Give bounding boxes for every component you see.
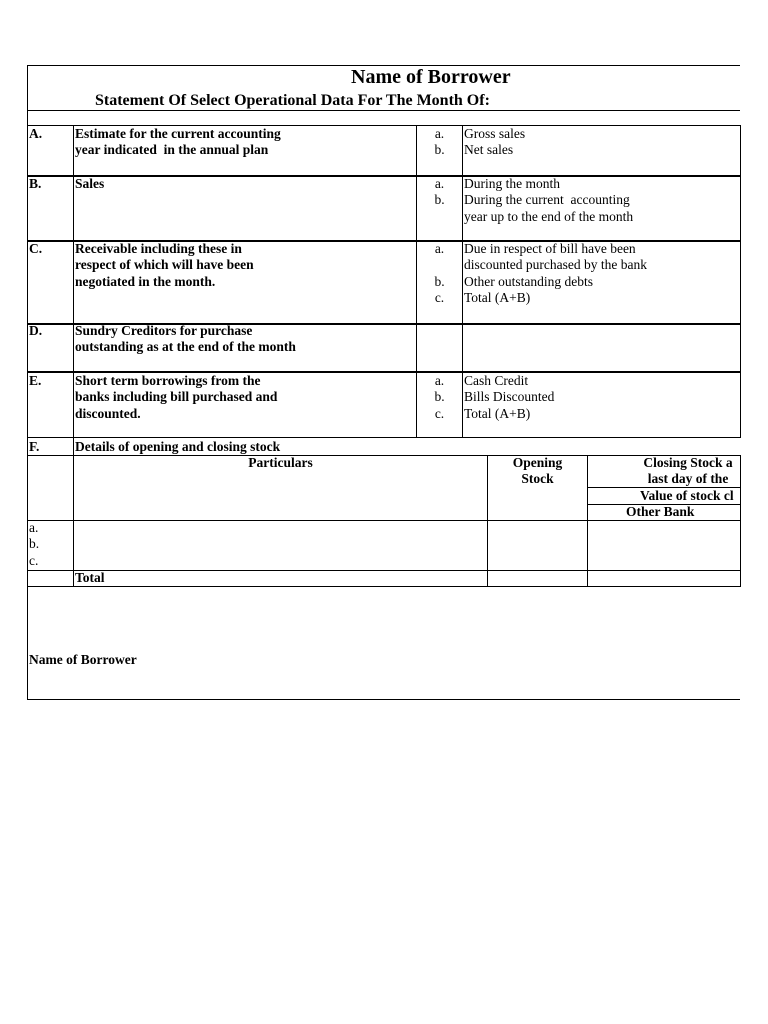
sections-right-border <box>740 125 741 438</box>
stock-col-value-clip <box>588 488 740 504</box>
stock-row-letters: a. b. c. <box>29 520 40 568</box>
section-b-sub-items: During the month During the current accounting year up to the end of the month <box>464 176 634 224</box>
section-c-sub-items: Due in respect of bill have been discounted purchased by the bank Other outstanding debts Total (A+B) <box>464 241 647 305</box>
section-e-code: E. <box>29 373 42 388</box>
stock-total-top-border <box>27 570 740 571</box>
page-title: Name of Borrower <box>351 66 511 88</box>
stock-total-label: Total <box>75 570 105 585</box>
section-e-bottom-border <box>27 437 740 438</box>
section-a-code: A. <box>29 126 43 141</box>
section-a-sub-items: Gross sales Net sales <box>464 126 526 158</box>
header-bottom-border <box>27 110 740 111</box>
section-b-description: Sales <box>75 176 105 191</box>
stock-col-opening: Opening Stock <box>512 455 563 487</box>
section-c-code: C. <box>29 241 43 256</box>
stock-col-particulars: Particulars <box>248 455 313 470</box>
stock-col-other-bank: Other Bank <box>626 504 695 519</box>
stock-col-closing-clip <box>588 455 740 487</box>
stock-col-closing: Closing Stock a last day of the <box>643 455 733 487</box>
section-e-description: Short term borrowings from the banks including bill purchased and discounted. <box>75 373 278 421</box>
section-b-code: B. <box>29 176 42 191</box>
section-d-description: Sundry Creditors for purchase outstanding as at the end of the month <box>75 323 296 355</box>
section-e-sub-letters: a. b. c. <box>434 373 445 421</box>
stock-heading: Details of opening and closing stock <box>75 439 281 454</box>
section-a-description: Estimate for the current accounting year indicated in the annual plan <box>75 126 281 158</box>
section-c-sub-letters: a. b. c. <box>434 241 445 305</box>
page-subtitle: Statement Of Select Operational Data For The Month Of: <box>95 92 490 109</box>
outer-left-border <box>27 65 28 700</box>
section-a-sub-letters: a. b. <box>434 126 445 158</box>
section-d-code: D. <box>29 323 43 338</box>
sections-letter-divider-right <box>462 125 463 438</box>
sections-code-divider <box>73 125 74 438</box>
stock-col-value: Value of stock cl <box>640 488 734 503</box>
outer-bottom-border <box>27 699 740 700</box>
section-c-description: Receivable including these in respect of which will have been negotiated in the month. <box>75 241 254 289</box>
stock-code: F. <box>29 439 40 454</box>
footer-name-label: Name of Borrower <box>29 652 137 667</box>
stock-total-bottom-border <box>27 586 740 587</box>
section-e-sub-items: Cash Credit Bills Discounted Total (A+B) <box>464 373 555 421</box>
stock-right-border <box>740 455 741 587</box>
section-b-sub-letters: a. b. <box>434 176 445 208</box>
